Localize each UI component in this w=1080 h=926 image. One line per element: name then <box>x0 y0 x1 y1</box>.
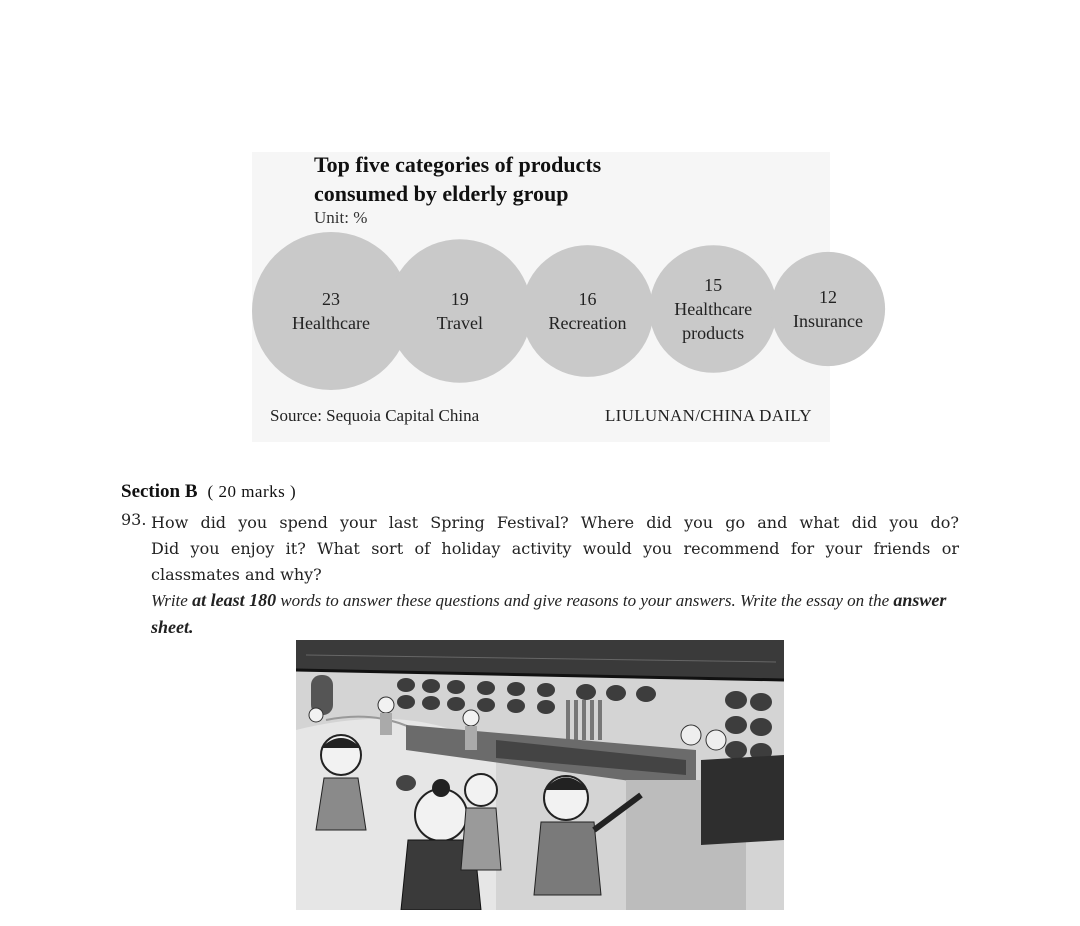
child-figure-left <box>316 735 366 830</box>
bubble-recreation <box>522 245 654 377</box>
question-number: 93. <box>121 510 147 529</box>
question-line-3: classmates and why? <box>151 565 322 584</box>
market-scene-drawing <box>296 640 784 910</box>
bubble-category-label: Recreation <box>548 313 627 333</box>
instruction-part-2: words to answer these questions and give reasons to your answers. Write the essay on the <box>280 591 890 610</box>
bubble-category-label: Healthcare <box>674 299 753 319</box>
hanging-clothes <box>701 755 784 845</box>
chart-source: Source: Sequoia Capital China <box>270 406 480 425</box>
bubble-travel <box>388 239 532 383</box>
instruction-emphasis-answer-sheet: answer sheet. <box>151 590 947 637</box>
bubble-category-label: Healthcare <box>292 313 370 333</box>
instruction-text <box>151 587 959 641</box>
bubble-insurance <box>771 252 885 366</box>
bubble-healthcare <box>252 232 410 390</box>
chart-title-line-1: Top five categories of products <box>314 152 602 177</box>
spring-festival-illustration <box>296 640 784 910</box>
bubble-value-label: 16 <box>578 289 597 309</box>
bubble-value-label: 12 <box>819 287 838 307</box>
child-figure-small <box>461 774 501 870</box>
instruction-emphasis-word-count: at least 180 <box>192 590 277 610</box>
section-heading <box>121 481 296 503</box>
chart-credit: LIULUNAN/CHINA DAILY <box>605 406 812 425</box>
bubble-value-label: 19 <box>450 289 469 309</box>
instruction-part-1: Write <box>151 591 188 610</box>
question-line-1: How did you spend your last Spring Festival? Where did you go and what did you do? <box>151 513 959 532</box>
bubble-category-label: products <box>682 323 745 343</box>
hand-lantern <box>396 775 416 791</box>
bubble-category-label: Insurance <box>793 311 864 331</box>
bubble-value-label: 23 <box>322 289 340 309</box>
section-marks: ( 20 marks ) <box>207 482 297 501</box>
bubble-value-label: 15 <box>704 275 723 295</box>
chart-title-line-2: consumed by elderly group <box>314 181 569 206</box>
question-text <box>151 510 959 588</box>
bubble-category-label: Travel <box>436 313 483 333</box>
section-title: Section B <box>121 481 198 502</box>
chart-unit: Unit: % <box>314 208 368 227</box>
question-line-2: Did you enjoy it? What sort of holiday activity would you recommend for your friends or <box>151 539 959 558</box>
